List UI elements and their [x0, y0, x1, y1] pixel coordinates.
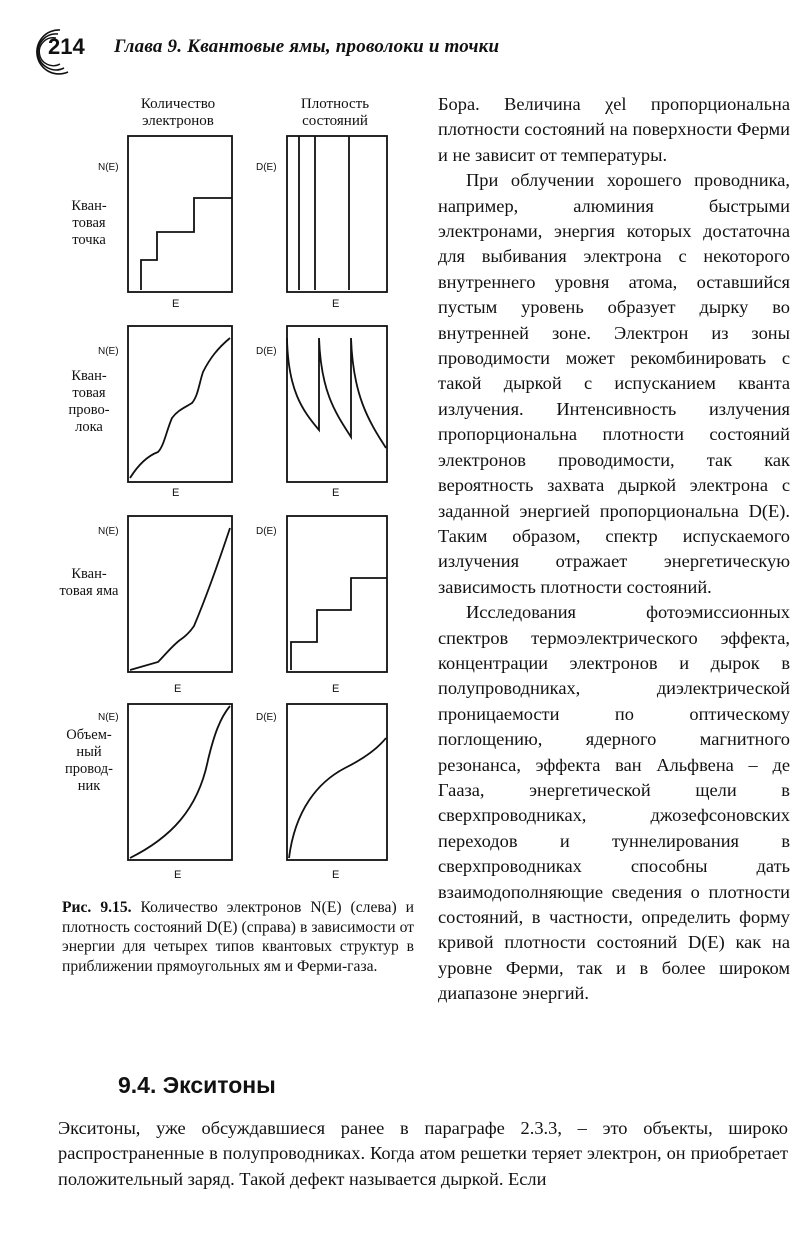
e-axis-label-dot-n: E — [172, 298, 180, 310]
d-axis-label-wire: D(E) — [256, 346, 277, 357]
caption-number: Рис. 9.15. — [62, 899, 132, 916]
plot-n-quantum-wire — [128, 326, 232, 482]
plot-d-quantum-dot — [287, 136, 387, 292]
n-axis-label-wire: N(E) — [98, 346, 119, 357]
plot-d-bulk — [287, 704, 387, 860]
n-axis-label-bulk: N(E) — [98, 712, 119, 723]
n-axis-label-well: N(E) — [98, 526, 119, 537]
col-header-density-of-states: Плотность состояний — [300, 96, 370, 129]
n-axis-label-dot: N(E) — [98, 162, 119, 173]
e-axis-label-wire-d: E — [332, 487, 340, 499]
section-heading: 9.4. Экситоны — [118, 1072, 276, 1098]
d-axis-label-dot: D(E) — [256, 162, 277, 173]
plot-n-bulk — [128, 704, 232, 860]
row-label-bulk-conductor: Объем-ный провод-ник — [64, 727, 114, 794]
paragraph-irradiation: При облучении хорошего проводника, например, алюминия быстрыми электронами, энергия которых достаточна для выбивания электрона с некоторого внутреннего уровня атома, оставшийся пустым уровень образует дырку во внутренней зоне. Электрон из зоны проводимости может рекомбинировать с такой дыркой с испусканием кванта излучения. Интенсивность излучения пропорциональна плотности состояний электронов проводимости, так как вероятность захвата дыркой электрона с заданной энергией пропорциональна D(E). Таким образом, спектр испускаемого излучения отражает энергетическую зависимость плотности состояний. — [438, 170, 790, 597]
e-axis-label-well-n: E — [174, 683, 182, 695]
caption-text: Количество электронов N(E) (слева) и плотность состояний D(E) (справа) в зависимости от энергии для четырех типов квантовых структур в приближении прямоугольных ям и Ферми-газа. — [62, 899, 414, 975]
plot-n-quantum-dot — [128, 136, 232, 292]
row-label-quantum-dot: Кван-товая точка — [71, 198, 107, 248]
plot-d-quantum-well — [287, 516, 387, 672]
d-axis-label-bulk: D(E) — [256, 712, 277, 723]
plot-n-quantum-well — [128, 516, 232, 672]
paragraph-studies: Исследования фотоэмиссионных спектров термоэлектрического эффекта, концентрации электронов и дырок в полупроводниках, диэлектрической проницаемости по оптическому поглощению, ядерного магнитного резонанса, эффекта ван Альфвена – де Гааза, энергетической щели в сверхпроводниках, джозефсоновских переходов и туннелирования в сверхпроводниках способны дать взаимодополняющие сведения о плотности состояний, в частности, определить форму кривой плотности состояний D(E) как на уровне Ферми, так и в более широком диапазоне энергий. — [438, 602, 790, 1004]
e-axis-label-wire-n: E — [172, 487, 180, 499]
e-axis-label-bulk-d: E — [332, 869, 340, 881]
e-axis-label-dot-d: E — [332, 298, 340, 310]
section-paragraph: Экситоны, уже обсуждавшиеся ранее в параграфе 2.3.3, – это объекты, широко распространенные в полупроводниках. Когда атом решетки теряет электрон, он приобретает положительный заряд. Такой дефект называется дыркой. Если — [58, 1118, 788, 1189]
row-label-quantum-well: Кван-товая яма — [59, 566, 119, 599]
figure-plots — [0, 0, 420, 900]
col-header-electron-count: Количество электронов — [140, 96, 216, 129]
d-axis-label-well: D(E) — [256, 526, 277, 537]
page-number: 214 — [48, 34, 85, 59]
right-column-text — [438, 92, 790, 1007]
paragraph-bohr: Бора. Величина χel пропорциональна плотности состояний на поверхности Ферми и не зависит от температуры. — [438, 94, 790, 165]
e-axis-label-well-d: E — [332, 683, 340, 695]
figure-caption — [62, 898, 414, 976]
e-axis-label-bulk-n: E — [174, 869, 182, 881]
plot-d-quantum-wire — [287, 326, 387, 482]
running-title: Глава 9. Квантовые ямы, проволоки и точки — [114, 36, 500, 57]
row-label-quantum-wire: Кван-товая прово-лока — [68, 368, 110, 435]
figure-9-15 — [0, 0, 420, 900]
